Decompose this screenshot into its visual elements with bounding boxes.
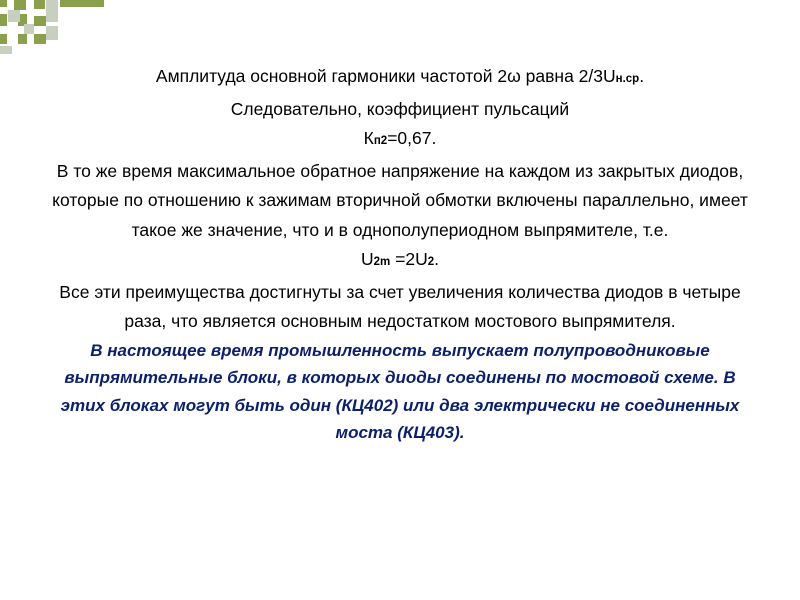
reverse-voltage-paragraph: В то же время максимальное обратное напряжение на каждом из закрытых диодов, которые по отношению к зажимам вторичной обмотки включены параллельно, имеет такое же значение, что и в однополупериодном выпрямителе, т.е. (52, 160, 748, 240)
reverse-voltage-formula: U2m =2U2. (361, 249, 439, 269)
industry-rectifier-blocks-paragraph: В настоящее время промышленность выпускает полупроводниковые выпрямительные блоки, в которых диоды соединены по мостовой схеме. В этих блоках могут быть один (КЦ402) или два электрически не соединенных моста (КЦ403). (60, 340, 740, 442)
drawback-paragraph: Все эти преимущества достигнуты за счет увеличения количества диодов в четыре раза, что является основным недостатком мостового выпрямителя. (59, 281, 741, 331)
decorative-header-squares (0, 0, 800, 60)
ripple-coefficient-intro: Следовательно, коэффициент пульсаций (230, 98, 570, 119)
amplitude-line: Амплитуда основной гармоники частотой 2ω равна 2/3Uн.ср. (155, 66, 645, 86)
slide-body (40, 62, 760, 447)
ripple-coefficient-formula: Кп2=0,67. (363, 128, 437, 148)
